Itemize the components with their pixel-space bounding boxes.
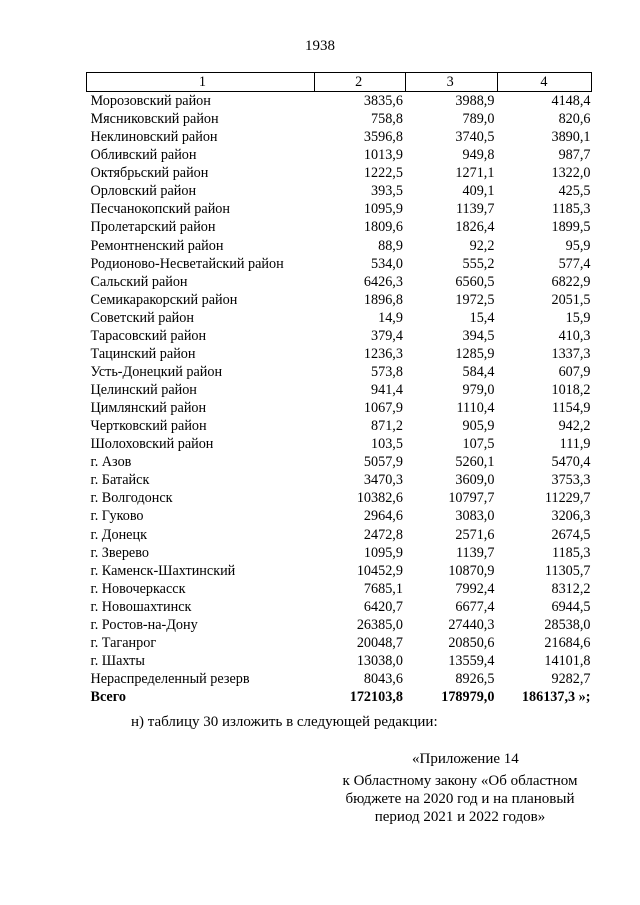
row-value-2021: 1110,4 [456, 400, 495, 417]
row-value-2021: 979,0 [462, 382, 495, 399]
row-value-2022: 3206,3 [551, 508, 591, 525]
table-body [87, 92, 592, 689]
row-value-2020: 393,5 [371, 183, 403, 200]
row-value-2022: 5470,4 [551, 454, 591, 471]
row-value-2021: 1139,7 [455, 201, 495, 218]
row-label: Пролетарский район [90, 219, 216, 236]
table-row [87, 164, 592, 182]
row-value-2020: 3596,8 [363, 129, 403, 146]
table-row [87, 562, 592, 580]
row-value-2021: 1826,4 [455, 219, 495, 236]
row-label: Тацинский район [90, 345, 196, 362]
table-row [87, 453, 592, 471]
row-label: г. Гуково [90, 508, 144, 525]
row-value-2022: 1899,5 [551, 219, 591, 236]
row-value-2022: 820,6 [558, 111, 591, 128]
row-label: Неклиновский район [90, 129, 218, 146]
row-value-2020: 1896,8 [363, 291, 403, 308]
row-value-2021: 92,2 [469, 237, 495, 254]
row-label: г. Новочеркасск [90, 580, 186, 597]
row-label: Октябрьский район [90, 165, 209, 182]
table-row [87, 218, 592, 236]
row-value-2022: 8312,2 [551, 580, 591, 597]
row-value-2020: 7685,1 [363, 580, 403, 597]
row-value-2020: 6420,7 [363, 598, 403, 615]
header-col-2: 2 [314, 73, 406, 92]
row-value-2021: 3988,9 [455, 93, 495, 110]
row-value-2021: 3083,0 [455, 508, 495, 525]
row-label: г. Ростов-на-Дону [90, 616, 198, 633]
row-value-2020: 1809,6 [363, 219, 403, 236]
row-value-2022: 577,4 [558, 255, 591, 272]
row-value-2021: 949,8 [462, 147, 495, 164]
row-value-2022: 9282,7 [551, 671, 591, 688]
row-value-2021: 7992,4 [455, 580, 495, 597]
row-label: Обливский район [90, 147, 197, 164]
row-value-2022: 11229,7 [544, 490, 591, 507]
row-value-2020: 88,9 [378, 237, 403, 254]
row-value-2020: 3470,3 [363, 472, 403, 489]
row-value-2022: 11305,7 [544, 562, 591, 579]
table-row [87, 526, 592, 544]
row-value-2021: 2571,6 [455, 526, 495, 543]
row-value-2021: 3609,0 [455, 472, 495, 489]
header-col-3: 3 [406, 73, 498, 92]
row-value-2020: 8043,6 [363, 671, 403, 688]
row-value-2021: 905,9 [462, 418, 495, 435]
row-label: Нераспределенный резерв [90, 671, 250, 688]
closing-quote: »; [575, 689, 591, 706]
header-col-1: 1 [87, 73, 315, 92]
row-value-2020: 534,0 [371, 255, 403, 272]
table-row [87, 146, 592, 164]
row-value-2021: 8926,5 [455, 671, 495, 688]
row-value-2020: 14,9 [378, 309, 403, 326]
row-value-2022: 425,5 [558, 183, 591, 200]
row-value-2022: 28538,0 [544, 616, 591, 633]
row-value-2022: 607,9 [558, 363, 591, 380]
table-row [87, 309, 592, 327]
appendix-title: «Приложение 14 [412, 751, 519, 767]
total-row [87, 688, 592, 706]
row-label: Ремонтненский район [90, 237, 224, 254]
row-label: Родионово-Несветайский район [90, 255, 284, 272]
row-value-2021: 10870,9 [448, 562, 495, 579]
row-value-2021: 1271,1 [455, 165, 495, 182]
row-label: Сальский район [90, 273, 188, 290]
row-value-2021: 1139,7 [455, 544, 495, 561]
row-label: г. Шахты [90, 652, 145, 669]
appendix-reference [330, 772, 590, 826]
row-value-2020: 573,8 [371, 363, 403, 380]
row-value-2021: 1972,5 [455, 291, 495, 308]
table-row [87, 670, 592, 688]
row-label: Усть-Донецкий район [90, 363, 223, 380]
row-label: г. Донецк [90, 526, 147, 543]
row-label: Шолоховский район [90, 436, 214, 453]
row-value-2020: 2964,6 [363, 508, 403, 525]
row-value-2021: 584,4 [462, 363, 495, 380]
table-row [87, 598, 592, 616]
table-row [87, 417, 592, 435]
table-row [87, 110, 592, 128]
row-label: Морозовский район [90, 93, 211, 110]
row-label: Мясниковский район [90, 111, 219, 128]
row-label: г. Азов [90, 454, 132, 471]
row-value-2020: 2472,8 [363, 526, 403, 543]
row-value-2021: 107,5 [462, 436, 495, 453]
page-number: 1938 [305, 38, 335, 54]
row-label: г. Каменск-Шахтинский [90, 562, 236, 579]
row-label: Целинский район [90, 382, 197, 399]
table-row [87, 634, 592, 652]
row-value-2020: 379,4 [371, 327, 403, 344]
row-value-2022: 410,3 [558, 327, 591, 344]
budget-table [86, 72, 592, 706]
row-value-2021: 555,2 [462, 255, 495, 272]
row-label: г. Батайск [90, 472, 150, 489]
appendix-reference-line: к Областному закону «Об областном [342, 773, 578, 789]
table-row [87, 291, 592, 309]
table-row [87, 255, 592, 273]
row-value-2022: 6944,5 [551, 598, 591, 615]
row-value-2022: 2051,5 [551, 291, 591, 308]
row-value-2021: 13559,4 [448, 652, 495, 669]
table-row [87, 237, 592, 255]
row-value-2021: 1285,9 [455, 345, 495, 362]
row-label: Тарасовский район [90, 327, 207, 344]
table-row [87, 489, 592, 507]
row-value-2022: 3753,3 [551, 472, 591, 489]
row-value-2020: 1222,5 [363, 165, 403, 182]
row-value-2022: 1185,3 [552, 544, 591, 561]
header-col-4: 4 [497, 73, 591, 92]
row-value-2022: 942,2 [558, 418, 591, 435]
row-value-2020: 10382,6 [356, 490, 403, 507]
table-row [87, 128, 592, 146]
row-value-2020: 758,8 [371, 111, 403, 128]
row-value-2021: 27440,3 [448, 616, 495, 633]
row-value-2021: 15,4 [469, 309, 495, 326]
row-value-2020: 1013,9 [363, 147, 403, 164]
row-value-2022: 1154,9 [552, 400, 591, 417]
row-value-2020: 3835,6 [363, 93, 403, 110]
row-value-2021: 6560,5 [455, 273, 495, 290]
row-value-2020: 1236,3 [363, 345, 403, 362]
table-header [87, 73, 592, 92]
row-value-2020: 13038,0 [356, 652, 403, 669]
table-row [87, 182, 592, 200]
total-value-2021: 178979,0 [441, 689, 495, 706]
table-row [87, 381, 592, 399]
row-value-2020: 1067,9 [363, 400, 403, 417]
table-row [87, 507, 592, 525]
row-label: Песчанокопский район [90, 201, 230, 218]
amendment-instruction: н) таблицу 30 изложить в следующей редакции: [131, 714, 438, 730]
row-value-2020: 26385,0 [356, 616, 403, 633]
row-label: г. Таганрог [90, 634, 157, 651]
table-row [87, 399, 592, 417]
table-row [87, 616, 592, 634]
row-value-2021: 394,5 [462, 327, 495, 344]
row-value-2020: 1095,9 [363, 201, 403, 218]
row-label: г. Зверево [90, 544, 149, 561]
table-row [87, 273, 592, 291]
table-row [87, 363, 592, 381]
row-value-2021: 20850,6 [448, 634, 495, 651]
row-value-2022: 14101,8 [544, 652, 591, 669]
row-value-2020: 1095,9 [363, 544, 403, 561]
row-value-2022: 1185,3 [552, 201, 591, 218]
total-value-2022 [497, 688, 591, 706]
row-value-2020: 5057,9 [363, 454, 403, 471]
row-label: г. Новошахтинск [90, 598, 192, 615]
row-value-2022: 1337,3 [551, 345, 591, 362]
row-value-2022: 15,9 [565, 309, 591, 326]
row-value-2022: 987,7 [558, 147, 591, 164]
table-row [87, 471, 592, 489]
row-label: Чертковский район [90, 418, 207, 435]
row-value-2020: 10452,9 [356, 562, 403, 579]
row-label: Цимлянский район [90, 400, 207, 417]
total-label: Всего [90, 689, 126, 706]
table-row [87, 652, 592, 670]
row-label: Советский район [90, 309, 194, 326]
row-value-2021: 3740,5 [455, 129, 495, 146]
total-value-2020: 172103,8 [349, 689, 403, 706]
table-row [87, 544, 592, 562]
table-row [87, 200, 592, 218]
appendix-reference-line: период 2021 и 2022 годов» [374, 809, 546, 825]
row-value-2022: 3890,1 [551, 129, 591, 146]
table-row [87, 345, 592, 363]
row-value-2022: 2674,5 [551, 526, 591, 543]
row-value-2020: 941,4 [371, 382, 403, 399]
row-label: Семикаракорский район [90, 291, 238, 308]
row-label: г. Волгодонск [90, 490, 173, 507]
row-value-2020: 871,2 [371, 418, 403, 435]
row-value-2020: 6426,3 [363, 273, 403, 290]
row-value-2022: 21684,6 [544, 634, 591, 651]
table-row [87, 327, 592, 345]
row-value-2020: 103,5 [371, 436, 403, 453]
header-row [87, 73, 592, 92]
row-value-2022: 95,9 [565, 237, 591, 254]
table-row [87, 580, 592, 598]
row-label: Орловский район [90, 183, 197, 200]
row-value-2020: 20048,7 [356, 634, 403, 651]
row-value-2021: 409,1 [462, 183, 495, 200]
row-value-2022: 4148,4 [551, 93, 591, 110]
table-row [87, 92, 592, 111]
row-value-2021: 789,0 [462, 111, 495, 128]
row-value-2022: 111,9 [559, 436, 591, 453]
row-value-2021: 6677,4 [455, 598, 495, 615]
row-value-2021: 5260,1 [455, 454, 495, 471]
row-value-2022: 1018,2 [551, 382, 591, 399]
total-value-2022-number: 186137,3 [521, 689, 576, 706]
appendix-reference-line: бюджете на 2020 год и на плановый [345, 791, 575, 807]
table-row [87, 435, 592, 453]
row-value-2022: 1322,0 [551, 165, 591, 182]
row-value-2021: 10797,7 [448, 490, 495, 507]
row-value-2022: 6822,9 [551, 273, 591, 290]
